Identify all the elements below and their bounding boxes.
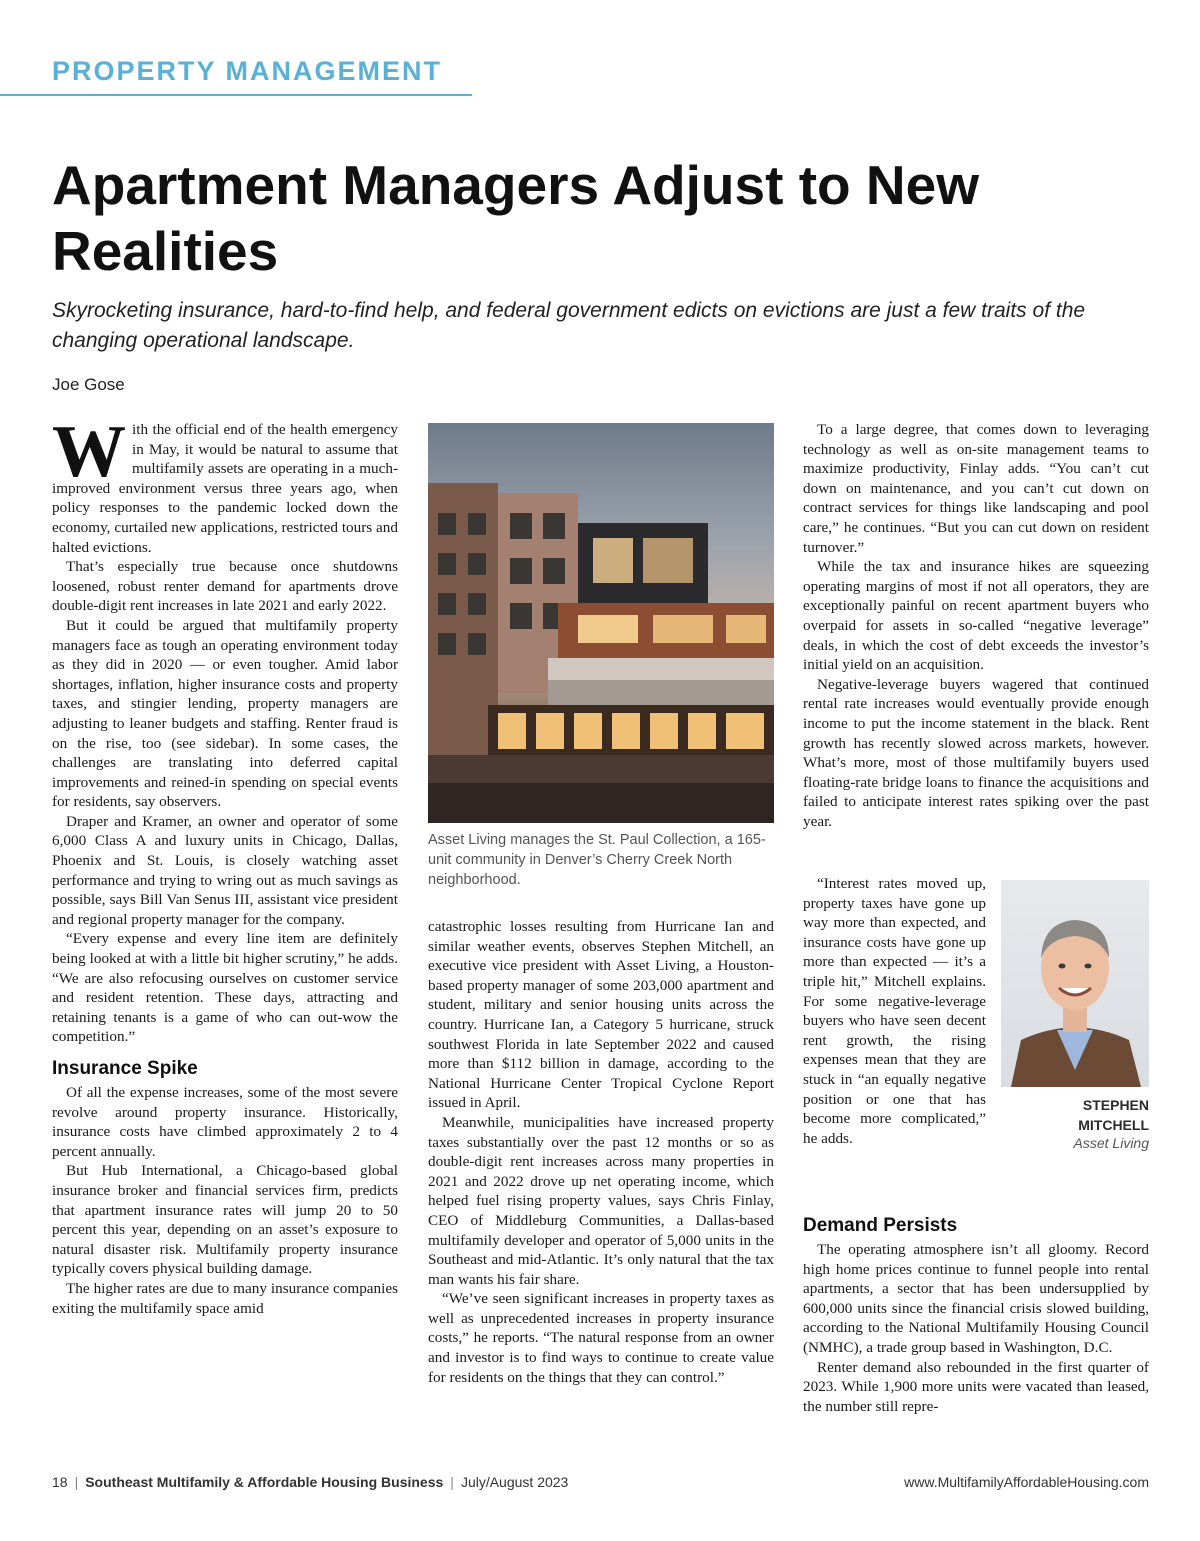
- publication-name: Southeast Multifamily & Affordable Housing Business: [85, 1474, 444, 1490]
- building-illustration: [428, 423, 774, 823]
- column-left: [52, 411, 398, 1318]
- paragraph: The operating atmosphere isn’t all gloomy. Record high home prices continue to funnel people into rental apartments, a sector that has been undersupplied by 600,000 units since the financial crisis slowed building, according to the National Multifamily Housing Council (NMHC), a trade group based in Washington, D.C.: [803, 1241, 1149, 1356]
- paragraph: [52, 411, 398, 557]
- footer-separator: |: [74, 1474, 79, 1490]
- portrait-org: Asset Living: [1073, 1135, 1149, 1151]
- portrait-photo: [1001, 880, 1149, 1087]
- drop-cap: W: [52, 411, 126, 493]
- paragraph: “We’ve seen significant increases in property taxes as well as unprecedented increases in property insurance costs,” he reports. “The natural response from an owner and investor is to find ways to continue to create value for residents on the things that they can control.”: [428, 1290, 774, 1386]
- footer-separator: |: [450, 1474, 454, 1490]
- paragraph: Meanwhile, municipalities have increased property taxes substantially over the past 12 months or so as double-digit rent increases across many properties in 2021 and 2022 drove up net operating income, which helped fuel rising property values, says Chris Finlay, CEO of Middleburg Communities, a Dallas-based multifamily developer and operator of 5,000 units in the Southeast and mid-Atlantic. It’s only natural that the tax man wants his fair share.: [428, 1113, 774, 1288]
- paragraph: Draper and Kramer, an owner and operator of some 6,000 Class A and luxury units in Chicago, Dallas, Phoenix and St. Louis, is closely watching asset performance and trying to wring out as much savings as possible, says Bill Van Senus III, assistant vice president and regional property manager for the company.: [52, 812, 398, 928]
- portrait-name-last: MITCHELL: [1078, 1117, 1149, 1133]
- column-right: [803, 420, 1149, 831]
- footer-url[interactable]: www.MultifamilyAffordableHousing.com: [904, 1474, 1149, 1490]
- paragraph: While the tax and insurance hikes are squeezing operating margins of most if not all operators, they are exceptionally painful on recent apartment buyers who overpaid for assets in so-called “negative leverage” deals, in which the cost of debt exceeds the investor’s initial yield on an acquisition.: [803, 558, 1149, 674]
- byline: Joe Gose: [52, 375, 125, 394]
- portrait-name: [1001, 1095, 1149, 1135]
- portrait-name-first: STEPHEN: [1082, 1097, 1149, 1113]
- footer-left: [52, 1474, 568, 1490]
- paragraph: “Every expense and every line item are definitely being looked at with a little bit higher scrutiny,” he adds. “We are also refocusing ourselves on customer service and resident retention. These days, attracting and retaining tenants is a game of who can out-wow the competition.”: [52, 930, 398, 1046]
- column-middle: [428, 917, 774, 1387]
- photo-caption: Asset Living manages the St. Paul Collection, a 165-unit community in Denver’s Cherry Creek North neighborhood.: [428, 832, 766, 888]
- column-right-wrapped: [803, 874, 986, 1148]
- paragraph: Renter demand also rebounded in the first quarter of 2023. While 1,900 more units were vacated than leased, the number still repre-: [803, 1358, 1149, 1415]
- section-rule: [0, 94, 472, 96]
- building-photo: [428, 423, 774, 823]
- section-label: PROPERTY MANAGEMENT: [52, 56, 443, 86]
- paragraph: But Hub International, a Chicago-based global insurance broker and financial services firm, predicts that apartment insurance rates will jump 20 to 50 percent this year, depending on an asset’s exposure to natural disaster risk. Multifamily property insurance typically covers physical building damage.: [52, 1162, 398, 1278]
- deck: Skyrocketing insurance, hard-to-find help, and federal government edicts on evictions are just a few traits of the changing operational landscape.: [52, 299, 1086, 352]
- issue-date: July/August 2023: [460, 1474, 569, 1490]
- paragraph: Of all the expense increases, some of the most severe revolve around property insurance. Historically, insurance costs have climbed approximately 2 to 4 percent annually.: [52, 1084, 398, 1160]
- subhead-demand: Demand Persists: [803, 1215, 958, 1236]
- column-right-lower: [803, 1204, 1149, 1416]
- paragraph: To a large degree, that comes down to leveraging technology as well as on-site management teams to maximize productivity, Finlay adds. “You can’t cut down on maintenance, and you can’t cut down on contract services for things like landscaping and pool care,” he continues. “But you can cut down on resident turnover.”: [803, 421, 1149, 556]
- paragraph-text: ith the official end of the health emergency in May, it would be natural to assume that multifamily assets are operating in a much-improved environment versus three years ago, when policy responses to the pandemic locked down the economy, curtailed new applications, restricted tours and halted evictions.: [52, 421, 398, 556]
- page-number: 18: [52, 1474, 68, 1490]
- page-footer: [52, 1474, 1149, 1496]
- paragraph: catastrophic losses resulting from Hurricane Ian and similar weather events, observes Stephen Mitchell, an executive vice president with Asset Living, a Houston-based property manager of some 203,000 apartment and student, military and senior housing units across the country. Hurricane Ian, a Category 5 hurricane, struck southwest Florida in late September 2022 and caused more than $112 billion in damage, according to the National Hurricane Center Tropical Cyclone Report issued in April.: [428, 918, 774, 1112]
- paragraph: But it could be argued that multifamily property managers face as tough an operating environment today as they did in 2020 — or even tougher. Amid labor shortages, inflation, higher insurance costs and property taxes, and stingier lending, property managers are adjusting to leaner budgets and staffing. Renter fraud is on the rise, too (see sidebar). In some cases, the challenges are translating into deferred capital improvements and reined-in spending on special events for residents, say observers.: [52, 616, 398, 811]
- paragraph: That’s especially true because once shutdowns loosened, robust renter demand for apartments drove double-digit rent increases in late 2021 and early 2022.: [52, 558, 398, 615]
- paragraph: Negative-leverage buyers wagered that continued rental rate increases would eventually provide enough income to put the income statement in the black. Rent growth has recently slowed across markets, however. What’s more, most of those multifamily buyers used floating-rate bridge loans to finance the acquisitions and failed to anticipate interest rates spiking over the past year.: [803, 675, 1149, 830]
- person-illustration: [1001, 880, 1149, 1087]
- paragraph: “Interest rates moved up, property taxes have gone up way more than expected, and insurance costs have gone up more than expected — it’s a triple hit,” Mitchell explains. For some negative-leverage buyers who have seen decent rent growth, the rising expenses mean that they are stuck in “an equally negative position or one that has become more complicated,” he adds.: [803, 875, 986, 1147]
- paragraph: The higher rates are due to many insurance companies exiting the multifamily space amid: [52, 1279, 398, 1317]
- headline: Apartment Managers Adjust to New Realities: [52, 154, 979, 282]
- subhead-insurance: Insurance Spike: [52, 1058, 198, 1079]
